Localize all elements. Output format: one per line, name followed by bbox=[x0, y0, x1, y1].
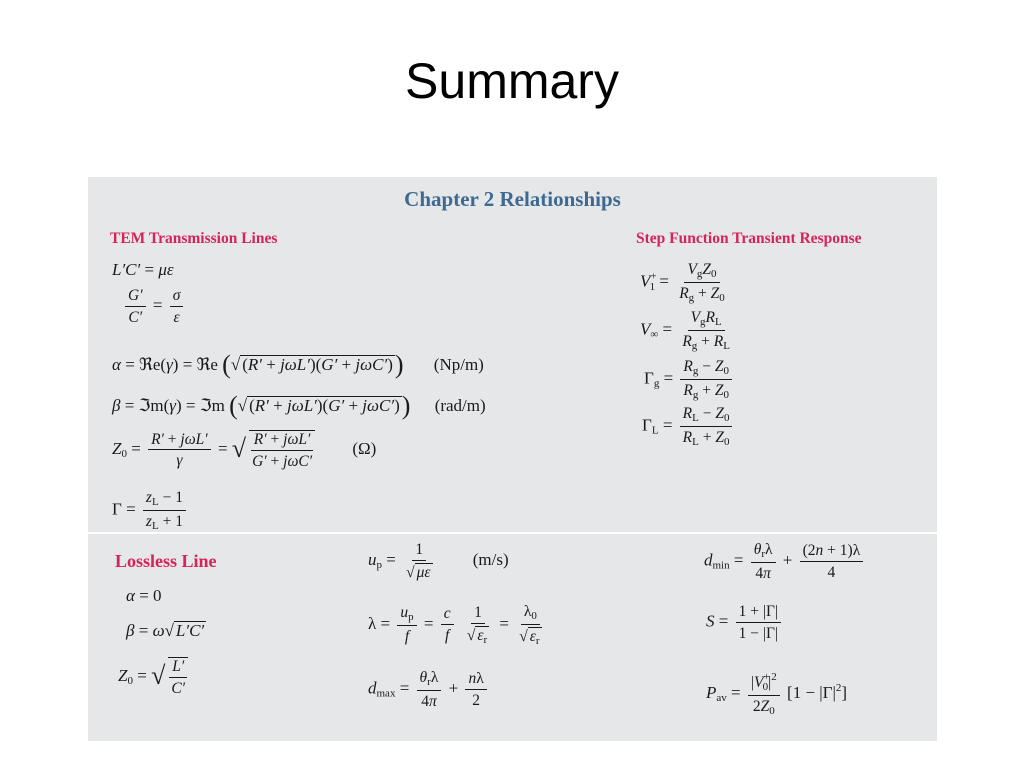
eq-pav: $P_{av}$ = $\frac{|V^+_0|^2}{2Z_0}$ $[1 - |\Gamma|^2]$ bbox=[706, 671, 848, 717]
formula-panel bbox=[88, 177, 937, 741]
eq-beta: β = ℑm(γ) = ℑm (√ (R′ + jωL′)(G′ + jωC′)) (rad/m) bbox=[112, 391, 486, 420]
eq-z0-lossless: $Z_0$ = √ $\frac{L'}{C'}$ bbox=[118, 657, 191, 698]
eq-gamma-g: $\Gamma_g$ = $\frac{R_g - Z_0}{R_g + Z_0}$ bbox=[644, 358, 735, 401]
eq-lc: L′C′ = με bbox=[112, 260, 174, 279]
eq-v1-plus: $V^+_1$ = $\frac{V_gZ_0}{R_g + Z_0}$ bbox=[640, 261, 725, 304]
eq-alpha: α = ℜe(γ) = ℜe (√ (R′ + jωL′)(G′ + jωC′)) (Np/m) bbox=[112, 350, 484, 379]
eq-beta-lossless: β = ω√ L′C′ bbox=[126, 621, 205, 640]
eq-up: $u_p$ = $\frac{1}{√ \mu\varepsilon}$ (m/s) bbox=[368, 541, 509, 581]
eq-swr: S = $\frac{1 + |\Gamma|}{1 - |\Gamma|}$ bbox=[706, 603, 784, 643]
eq-gamma-l: $\Gamma_L$ = $\frac{R_L - Z_0}{R_L + Z_0}$ bbox=[642, 405, 735, 448]
unit-ohm: (Ω) bbox=[352, 439, 377, 459]
tem-section-title: TEM Transmission Lines bbox=[110, 230, 278, 247]
eq-dmin: $d_{min}$ = $\frac{\theta_r\lambda}{4\pi}$ + $\frac{(2n + 1)\lambda}{4}$ bbox=[704, 541, 866, 582]
eq-alpha-zero: α = 0 bbox=[126, 586, 162, 605]
eq-lambda: λ = $\frac{u_p}{f}$ = $\frac{c}{f}$ $\frac{1}{√ \varepsilon_r}$ = $\frac{\lambda_0}{√ \varepsilon_r}$ bbox=[368, 603, 540, 647]
section-divider bbox=[88, 532, 937, 534]
unit-rad-m: (rad/m) bbox=[434, 396, 486, 415]
chapter-title: Chapter 2 Relationships bbox=[404, 187, 621, 211]
eq-gamma-reflection: Γ = $\frac{z_L - 1}{z_L + 1}$ bbox=[112, 489, 189, 532]
eq-dmax: $d_{max}$ = $\frac{\theta_r\lambda}{4\pi}$ + $\frac{n\lambda}{2}$ bbox=[368, 669, 490, 710]
eq-gc: $\frac{G'}{C'}$ = $\frac{\sigma}{\varepsilon}$ bbox=[122, 287, 186, 327]
eq-z0: $Z_0$ = $\frac{\text{R′ + jωL′}}{\gamma}$ = √ $\frac{\text{R′ + jωL′}}{\text{G′ + jωC′}}$ (Ω) bbox=[112, 430, 377, 470]
eq-v-inf: $V_\infty$ = $\frac{V_gR_L}{R_g + R_L}$ bbox=[640, 309, 730, 352]
unit-np-m: (Np/m) bbox=[433, 355, 484, 374]
unit-m-s: (m/s) bbox=[472, 550, 509, 570]
step-section-title: Step Function Transient Response bbox=[636, 230, 862, 247]
lossless-section-title: Lossless Line bbox=[115, 551, 217, 571]
slide-title: Summary bbox=[405, 53, 619, 109]
